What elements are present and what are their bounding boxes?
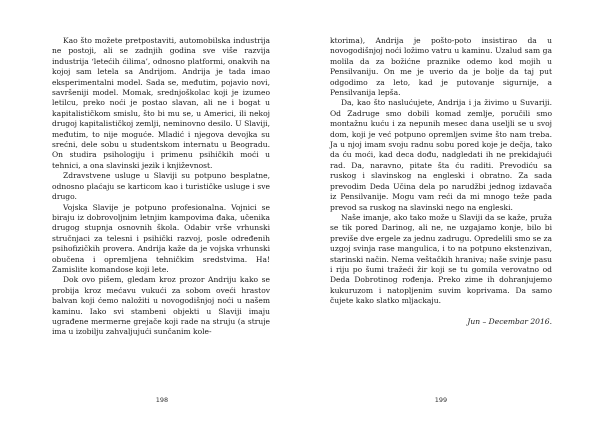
paragraph: Zdravstvene usluge u Slaviji su potpuno besplatne, odnosno plaćaju se karticom kao i turističke usluge i sve drugo. — [52, 171, 270, 202]
left-page-text — [52, 36, 270, 338]
paragraph: Dok ovo pišem, gledam kroz prozor Andriju kako se probija kroz mećavu vukući za sobom oveći hrastov balvan koji ćemo naložiti u novogodišnjoj noći u našem kaminu. Iako svi stambeni objekti u Slaviji imaju ugrađene mermerne grejače koji rade na struju (a struje ima u izobilju zahvaljujući sunčanim kole- — [52, 275, 270, 337]
paragraph: Kao što možete pretpostaviti, automobilska industrija ne postoji, ali se zadnjih godina sve više razvija industrija ‘letećih ćilima’, odnosno platformi, onakvih na kojoj sam letela sa Andrijom. Andrija je tada imao eksperimentalni model. Sada se, međutim, pojavio novi, savršeniji model. Momak, srednjoškolac koji je izumeo letilcu, preko noći je postao slavan, ali ne i bogat u kapitalističkom smislu, što bi mu se, u Americi, ili nekoj drugoj kapitalističkoj zemlji, neminovno desilo. U Slaviji, međutim, to nije moguće. Mladić i njegova devojka su srećni, dele sobu u studentskom internatu u Beogradu. On studira psihologiju i primenu psihičkih moći u tehnici, a ona slavinski jezik i književnost. — [52, 36, 270, 170]
paragraph: Naše imanje, ako tako može u Slaviji da se kaže, pruža se tik pored Darinog, ali ne, ne uzgajamo konje, bilo bi previše dve ergele za jednu zadrugu. Opredelili smo se za uzgoj svinja rase mangulica, i to na potpuno ekstenzivan, starinski način. Nema veštačkih hraniva; naše svinje pasu i riju po šumi tražeći žir koji se tu gomila verovatno od Deda Dobrotinog rođenja. Preko zime ih dohranjujemo kukuruzom i natopljenim suvim koprivama. Da samo čujete kako slatko mljackaju. — [330, 212, 552, 306]
right-page — [300, 0, 600, 424]
page-number: 198 — [155, 396, 169, 404]
paragraph: Vojska Slavije je potpuno profesionalna. Vojnici se biraju iz dobrovoljnim letnjim kampovima đaka, učenika drugog stupnja osnovnih škola. Odabir vrše vrhunski stručnjaci za telesni i psihički razvoj, posle određenih psihofizičkih provera. Andrija kaže da je vojska vrhunski obučena i opremljena tehničkim sredstvima. Ha! Zamislite komandose koji lete. — [52, 202, 270, 274]
paragraph: Da, kao što naslućujete, Andrija i ja živimo u Suvariji. Od Zadruge smo dobili komad zemlje, poručili smo montažnu kuću i za nepunih mesec dana useljli se u svoj dom, koji je već potpuno opremljen svime što nam treba. Ja u njoj imam svoju radnu sobu pored koje je dečja, tako da ću moći, kad deca dođu, nadgledati ih ne prekidajući rad. Da, naravno, pitate šta ću raditi. Prevodiću sa ruskog i slavinskog na engleski i obratno. Za sada prevodim Deda Učina dela po narudžbi jednog izdavača iz Pensilvanije. Mogu vam reći da mi mnogo teže pada prevod sa ruskog na slavinski nego na engleski. — [330, 98, 552, 212]
signature-date: Jun – Decembar 2016. — [467, 316, 552, 326]
right-page-text — [330, 36, 552, 327]
page-number: 199 — [434, 396, 448, 404]
paragraph: ktorima), Andrija je pošto-poto insistirao da u novogodišnjoj noći ložimo vatru u kaminu. Uzalud sam ga molila da za božićne praznike odemo kod mojih u Pensilvaniju. On me je uverio da je bolje da taj put odgodimo za leto, kad je putovanje sigurnije, a Pensilvanija lepša. — [330, 36, 552, 98]
